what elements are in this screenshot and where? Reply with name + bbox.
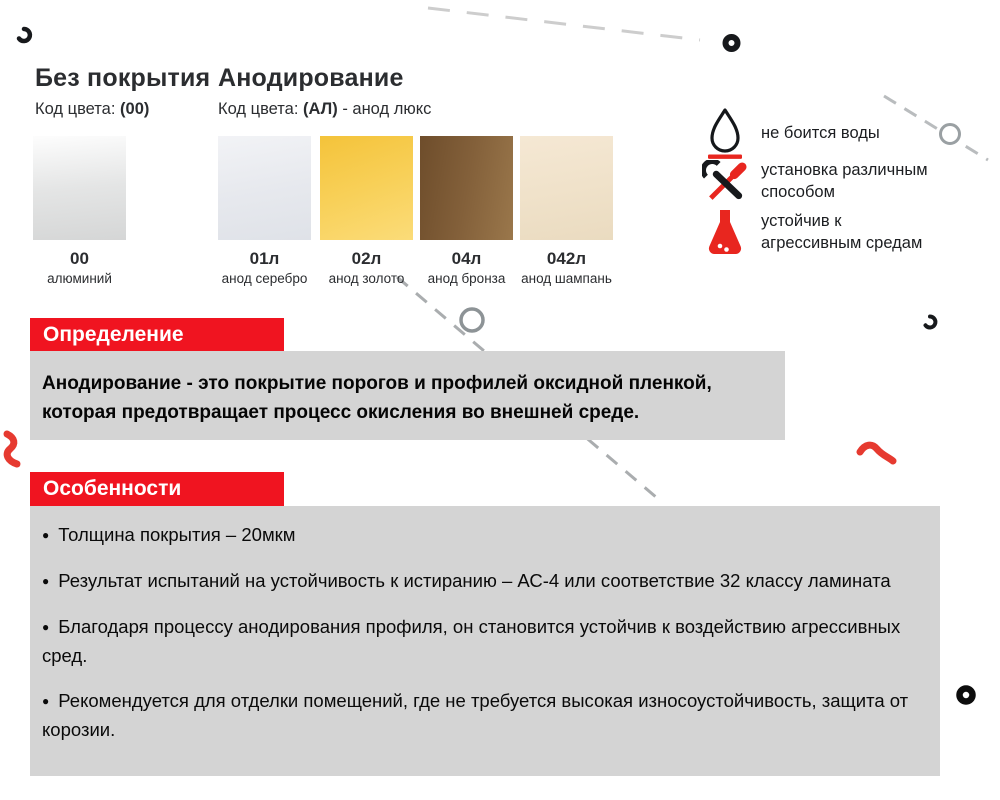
swatch-code: 00 bbox=[70, 249, 89, 268]
swatch-name: анод бронза bbox=[427, 271, 506, 286]
anodizing-color-code bbox=[218, 100, 431, 119]
feature-item-aggressive: ● Благодаря процессу анодирования профиля, он становится устойчив к воздействию агрессивных сред. bbox=[42, 613, 926, 671]
features-heading: Особенности bbox=[43, 477, 182, 500]
swatch-name: анод золото bbox=[328, 271, 405, 286]
swatch-chip-aluminium bbox=[33, 136, 126, 240]
features-banner bbox=[30, 472, 284, 506]
swatch-02l bbox=[320, 136, 413, 286]
flask-icon bbox=[699, 208, 751, 258]
feature-item-abrasion: ● Результат испытаний на устойчивость к истиранию – АС-4 или соответствие 32 классу ламината bbox=[42, 567, 902, 596]
benefit-text: установка различным способом bbox=[761, 161, 928, 201]
swatch-01l bbox=[218, 136, 311, 286]
uncoated-color-code bbox=[35, 100, 210, 119]
uncoated-code-label: Код цвета: bbox=[35, 100, 116, 118]
features-panel bbox=[30, 506, 940, 776]
tools-icon bbox=[699, 160, 751, 205]
anodizing-title: Анодирование bbox=[218, 64, 404, 92]
definition-banner bbox=[30, 318, 284, 352]
anodizing-code-note: - анод люкс bbox=[342, 100, 432, 118]
swatch-code: 01л bbox=[249, 249, 280, 268]
uncoated-title: Без покрытия bbox=[35, 64, 211, 92]
uncoated-section bbox=[35, 64, 210, 119]
swatch-00 bbox=[33, 136, 126, 286]
benefit-text: устойчив к агрессивным средам bbox=[761, 212, 923, 252]
feature-item-thickness: ● Толщина покрытия – 20мкм bbox=[42, 521, 926, 550]
swatch-code: 042л bbox=[546, 249, 587, 268]
swatch-chip-champagne bbox=[520, 136, 613, 240]
benefit-chemical bbox=[699, 206, 936, 260]
swatch-name: алюминий bbox=[47, 271, 112, 286]
swatch-code: 02л bbox=[351, 249, 382, 268]
swatch-042l bbox=[520, 136, 613, 286]
benefit-text: не боится воды bbox=[761, 124, 880, 143]
swatch-code: 04л bbox=[451, 249, 482, 268]
swatch-name: анод шампань bbox=[521, 271, 612, 286]
benefit-water bbox=[699, 106, 951, 162]
swatch-chip-gold bbox=[320, 136, 413, 240]
definition-body: Анодирование - это покрытие порогов и профилей оксидной пленкой, которая предотвращает процесс окисления во внешней среде. bbox=[42, 373, 712, 423]
anodizing-code-value: (АЛ) bbox=[303, 100, 338, 118]
feature-item-recommended: ● Рекомендуется для отделки помещений, где не требуется высокая износоустойчивость, защита от корозии. bbox=[42, 687, 926, 745]
swatch-04l bbox=[420, 136, 513, 286]
water-drop-icon bbox=[699, 107, 751, 161]
anodizing-code-label: Код цвета: bbox=[218, 100, 299, 118]
anodizing-section bbox=[218, 64, 431, 119]
benefit-installation bbox=[699, 158, 961, 206]
swatch-name: анод серебро bbox=[221, 271, 308, 286]
swatch-chip-silver bbox=[218, 136, 311, 240]
swatch-chip-bronze bbox=[420, 136, 513, 240]
definition-heading: Определение bbox=[43, 323, 184, 346]
uncoated-code-value: (00) bbox=[120, 100, 150, 118]
definition-panel bbox=[30, 351, 785, 440]
